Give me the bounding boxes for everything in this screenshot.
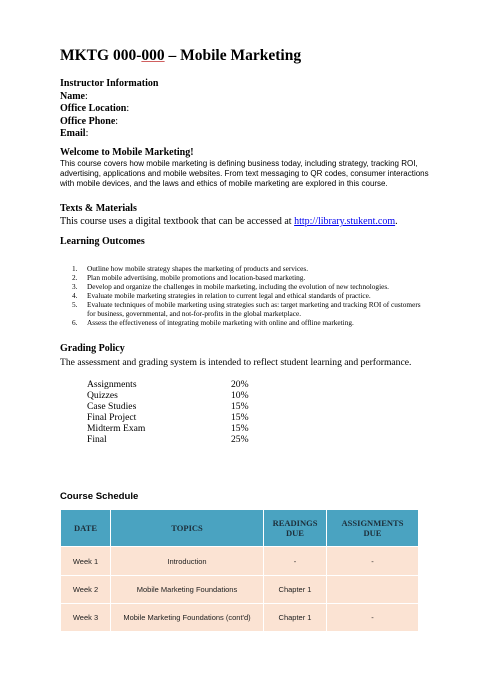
welcome-section bbox=[60, 147, 430, 189]
header-assignments: ASSIGNMENTS DUE bbox=[327, 510, 419, 547]
outcomes-heading: Learning Outcomes bbox=[60, 236, 145, 247]
welcome-heading: Welcome to Mobile Marketing! bbox=[60, 147, 194, 158]
list-item: 5. Evaluate techniques of mobile marketing using strategies such as: target marketing and tracking ROI of customers for business, governmental, and not-for-profits in the global marketplace. bbox=[72, 300, 421, 318]
table-header-row bbox=[61, 510, 419, 547]
table-row: Week 2 Mobile Marketing Foundations Chapter 1 bbox=[61, 576, 419, 604]
name-label: Name bbox=[60, 90, 85, 102]
header-readings: READINGS DUE bbox=[264, 510, 327, 547]
schedule-heading: Course Schedule bbox=[60, 491, 139, 502]
table-row: Week 1 Introduction - - bbox=[61, 547, 419, 576]
header-topics: TOPICS bbox=[111, 510, 264, 547]
schedule-table bbox=[60, 509, 419, 632]
list-item: 2. Plan mobile advertising, mobile promotions and location-based marketing. bbox=[72, 273, 306, 282]
instructor-info: Instructor Information Name: Office Location: Office Phone: Email: bbox=[60, 78, 159, 139]
grade-row: Final 25% bbox=[87, 434, 249, 445]
grade-row: Case Studies 15% bbox=[87, 401, 249, 412]
grading-description: The assessment and grading system is intended to reflect student learning and performance. bbox=[60, 357, 412, 368]
email-label: Email bbox=[60, 128, 86, 139]
instructor-heading: Instructor Information bbox=[60, 78, 159, 89]
grade-row: Quizzes 10% bbox=[87, 390, 249, 401]
office-location-label: Office Location bbox=[60, 103, 127, 114]
texts-heading: Texts & Materials bbox=[60, 203, 137, 214]
texts-body: This course uses a digital textbook that can be accessed at bbox=[60, 216, 295, 227]
table-row: Week 3 Mobile Marketing Foundations (cont'd) Chapter 1 - bbox=[61, 604, 419, 632]
grade-row: Assignments 20% bbox=[87, 379, 249, 390]
list-item: 6. Assess the effectiveness of integrating mobile marketing with online and offline marketing. bbox=[72, 318, 354, 327]
list-item: 4. Evaluate mobile marketing strategies in relation to current legal and ethical standards of practice. bbox=[72, 291, 371, 300]
welcome-body: This course covers how mobile marketing is defining business today, including strategy, tracking ROI, advertising, applications and mobile websites. From text messaging to QR codes, consumer interactions with mobile devices, and the laws and ethics of mobile marketing are explored in this course. bbox=[60, 159, 429, 188]
textbook-link[interactable]: http://library.stukent.com bbox=[294, 216, 396, 227]
grading-heading: Grading Policy bbox=[60, 343, 125, 354]
office-phone-label: Office Phone bbox=[60, 115, 116, 127]
page-title: MKTG 000-000 – Mobile Marketing bbox=[60, 47, 302, 64]
grade-breakdown bbox=[87, 379, 271, 445]
list-item: 1. Outline how mobile strategy shapes the marketing of products and services. bbox=[72, 264, 309, 273]
grade-row: Midterm Exam 15% bbox=[87, 423, 249, 434]
outcomes-list bbox=[72, 264, 427, 327]
grade-row: Final Project 15% bbox=[87, 412, 249, 423]
list-item: 3. Develop and organize the challenges in mobile marketing, including the evolution of new technologies. bbox=[72, 282, 389, 291]
course-number: 000 bbox=[141, 47, 165, 64]
header-date: DATE bbox=[61, 510, 111, 547]
texts-section: Texts & Materials This course uses a digital textbook that can be accessed at http://library.stukent.com. bbox=[60, 203, 430, 228]
